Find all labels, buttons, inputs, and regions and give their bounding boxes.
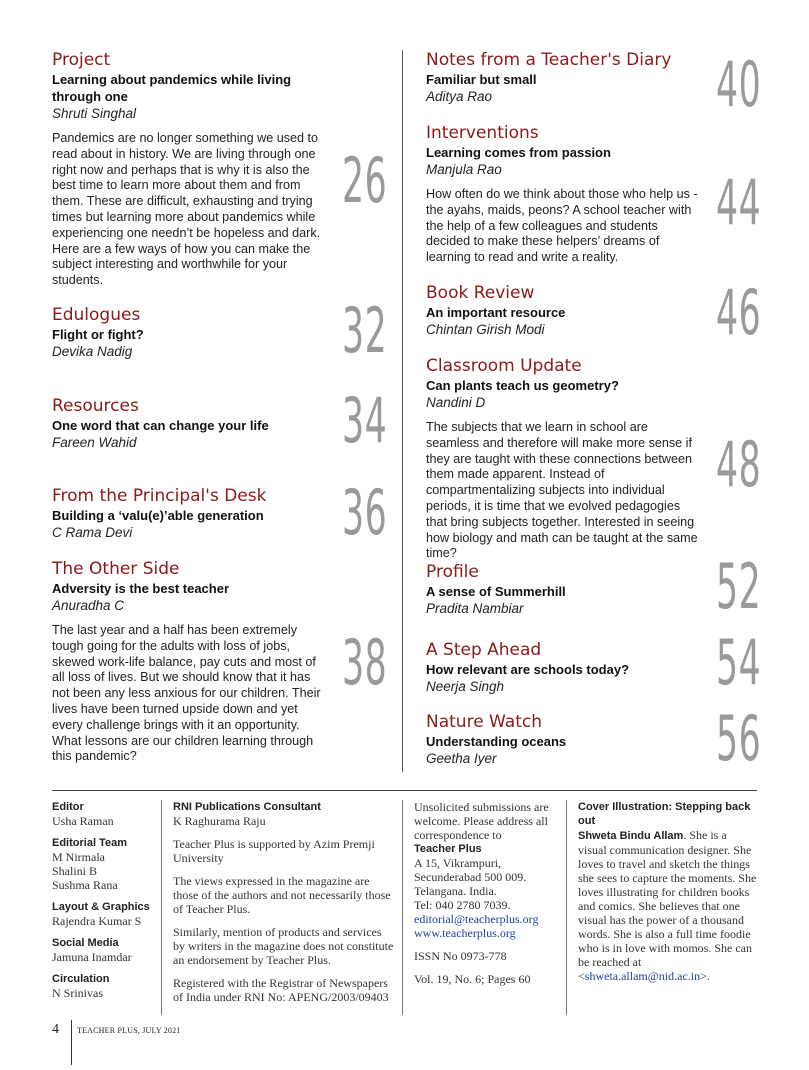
staff-name: Jamuna Inamdar xyxy=(52,950,132,964)
page-number-26: 26 xyxy=(342,144,388,217)
staff-name: N Srinivas xyxy=(52,986,103,1000)
cover-description xyxy=(578,828,758,983)
article-subtitle: Adversity is the best teacher xyxy=(52,581,230,596)
article-author: Anuradha C xyxy=(52,598,125,613)
article-subtitle: Building a ‘valu(e)’able generation xyxy=(52,508,264,523)
column-divider xyxy=(402,50,403,772)
rni-name: K Raghurama Raju xyxy=(173,814,266,828)
masthead-staff xyxy=(52,800,152,1000)
entry-resources xyxy=(52,396,337,451)
staff-name: Sushma Rana xyxy=(52,878,118,892)
volume-info: Vol. 19, No. 6; Pages 60 xyxy=(414,972,531,986)
article-description: Pandemics are no longer something we used to read about in history. We are living through one right now and perhaps that is why it is also the best time to learn more about them and from them. These are difficult, exhausting and trying times but learning more about pandemics while experiencing one needn’t be hopeless and dark. Here are a few ways of how you can make the subject interesting and worthwhile for your students. xyxy=(52,131,321,288)
article-description: The subjects that we learn in school are seamless and therefore will make more sense if they are taught with these connections between them made apparent. Instead of compartmentalizing subjects into individual periods, it is time that we evolved pedagogies that bring subjects together. Interested in seeing how biology and math can be taught at the same time? xyxy=(426,420,698,561)
entry-interventions xyxy=(426,123,701,266)
article-author: Devika Nadig xyxy=(52,344,133,359)
article-subtitle: Can plants teach us geometry? xyxy=(426,378,619,393)
entry-edulogues xyxy=(52,305,332,360)
page-number-32: 32 xyxy=(342,294,388,367)
page-number-44: 44 xyxy=(716,166,762,239)
folio-number: 4 xyxy=(52,1022,59,1037)
article-author: Manjula Rao xyxy=(426,162,502,177)
website-link[interactable]: www.teacherplus.org xyxy=(414,926,516,940)
article-subtitle: Familiar but small xyxy=(426,72,537,87)
article-description: The last year and a half has been extremely tough going for the adults with loss of jobs, skewed work-life balance, pay cuts and most of all loss of lives. But we should know that it has not been any less anxious for our children. Their lives have been turned upside down and yet every challenge brings with it an opportunity. What lessons are our children learning through this pandemic? xyxy=(52,623,321,764)
masthead-cover-credit xyxy=(578,800,758,983)
section-title: A Step Ahead xyxy=(426,640,542,660)
entry-project xyxy=(52,50,327,289)
address-line: A 15, Vikrampuri, xyxy=(414,856,502,870)
phone: Tel: 040 2780 7039. xyxy=(414,898,511,912)
entry-nature-watch xyxy=(426,712,706,767)
section-title: The Other Side xyxy=(52,559,180,579)
cover-email-open: < xyxy=(578,969,585,983)
entry-classroom-update xyxy=(426,356,701,562)
staff-name: Usha Raman xyxy=(52,814,114,828)
article-subtitle: An important resource xyxy=(426,305,566,320)
section-title: Profile xyxy=(426,562,479,582)
issn: ISSN No 0973-778 xyxy=(414,949,507,963)
page-number-40: 40 xyxy=(716,48,762,121)
cover-email-close: >. xyxy=(700,969,710,983)
article-subtitle: Learning about pandemics while living through one xyxy=(52,72,292,104)
article-author: Pradita Nambiar xyxy=(426,601,524,616)
staff-role: Circulation xyxy=(52,973,110,985)
section-title: Resources xyxy=(52,396,139,416)
page-number-48: 48 xyxy=(716,428,762,501)
views-disclaimer: The views expressed in the magazine are those of the authors and not necessarily those of Teacher Plus. xyxy=(173,874,391,916)
entry-other-side xyxy=(52,559,327,765)
masthead-divider xyxy=(161,800,162,1015)
article-subtitle: One word that can change your life xyxy=(52,418,269,433)
page-number-36: 36 xyxy=(342,476,388,549)
masthead-rule xyxy=(52,790,757,791)
registration-note: Registered with the Registrar of Newspapers of India under RNI No: APENG/2003/09403 xyxy=(173,976,389,1004)
section-title: Edulogues xyxy=(52,305,141,325)
entry-principals-desk xyxy=(52,486,337,541)
address-line: Telangana. India. xyxy=(414,884,497,898)
masthead-divider xyxy=(566,800,567,1015)
staff-name: Rajendra Kumar S xyxy=(52,914,142,928)
support-note: Teacher Plus is supported by Azim Premji University xyxy=(173,837,375,865)
staff-role: Layout & Graphics xyxy=(52,901,150,913)
article-author: C Rama Devi xyxy=(52,525,133,540)
article-subtitle: How relevant are schools today? xyxy=(426,662,630,677)
section-title: Classroom Update xyxy=(426,356,582,376)
staff-name: Shalini B xyxy=(52,864,98,878)
page-number-46: 46 xyxy=(716,276,762,349)
endorsement-disclaimer: Similarly, mention of products and services by writers in the magazine does not constitute an endorsement by Teacher Plus. xyxy=(173,925,394,967)
entry-step-ahead xyxy=(426,640,706,695)
article-subtitle: Flight or fight? xyxy=(52,327,144,342)
staff-role: Editor xyxy=(52,801,84,813)
page-number-34: 34 xyxy=(342,384,388,457)
staff-role: Social Media xyxy=(52,937,119,949)
masthead-contact xyxy=(414,800,559,995)
article-author: Nandini D xyxy=(426,395,486,410)
page-number-54: 54 xyxy=(716,626,762,699)
cover-label: Cover Illustration: Stepping back out xyxy=(578,801,751,827)
article-subtitle: A sense of Summerhill xyxy=(426,584,566,599)
article-author: Fareen Wahid xyxy=(52,435,137,450)
section-title: From the Principal's Desk xyxy=(52,486,267,506)
section-title: Notes from a Teacher's Diary xyxy=(426,50,672,70)
staff-role: Editorial Team xyxy=(52,837,127,849)
cover-email-link[interactable]: shweta.allam@nid.ac.in xyxy=(584,969,701,983)
page-number-52: 52 xyxy=(716,550,762,623)
article-author: Shruti Singhal xyxy=(52,106,137,121)
masthead-publication-info xyxy=(173,800,395,1013)
page-number-56: 56 xyxy=(716,702,762,775)
rni-label: RNI Publications Consultant xyxy=(173,801,321,813)
entry-teachers-diary xyxy=(426,50,706,105)
article-author: Geetha Iyer xyxy=(426,751,497,766)
article-author: Neerja Singh xyxy=(426,679,505,694)
page-number-38: 38 xyxy=(342,626,388,699)
article-author: Chintan Girish Modi xyxy=(426,322,545,337)
entry-profile xyxy=(426,562,706,617)
article-subtitle: Understanding oceans xyxy=(426,734,567,749)
article-subtitle: Learning comes from passion xyxy=(426,145,611,160)
magazine-issue: TEACHER PLUS, JULY 2021 xyxy=(77,1026,181,1035)
email-link[interactable]: editorial@teacherplus.org xyxy=(414,912,539,926)
cover-artist: Shweta Bindu Allam xyxy=(578,830,684,842)
entry-book-review xyxy=(426,283,706,338)
org-name: Teacher Plus xyxy=(414,843,482,855)
section-title: Nature Watch xyxy=(426,712,542,732)
article-author: Aditya Rao xyxy=(426,89,493,104)
cover-bio: . She is a visual communication designer. She loves to travel and sketch the things she sees to capture the moments. She loves illustrating for children books and comics. She believes that one visual has the power of a thousand words. She is also a full time foodie who is in love with momos. She can be reached at xyxy=(578,828,757,969)
article-description: How often do we think about those who help us - the ayahs, maids, peons? A school teacher with the help of a few colleagues and students decided to make these helpers’ dreams of learning to read and write a reality. xyxy=(426,187,698,265)
section-title: Book Review xyxy=(426,283,535,303)
staff-name: M Nirmala xyxy=(52,850,105,864)
section-title: Project xyxy=(52,50,111,70)
footer-divider xyxy=(71,1020,72,1065)
section-title: Interventions xyxy=(426,123,539,143)
address-line: Secunderabad 500 009. xyxy=(414,870,527,884)
masthead-divider xyxy=(402,800,403,1015)
submissions-note: Unsolicited submissions are welcome. Please address all correspondence to xyxy=(414,800,549,842)
